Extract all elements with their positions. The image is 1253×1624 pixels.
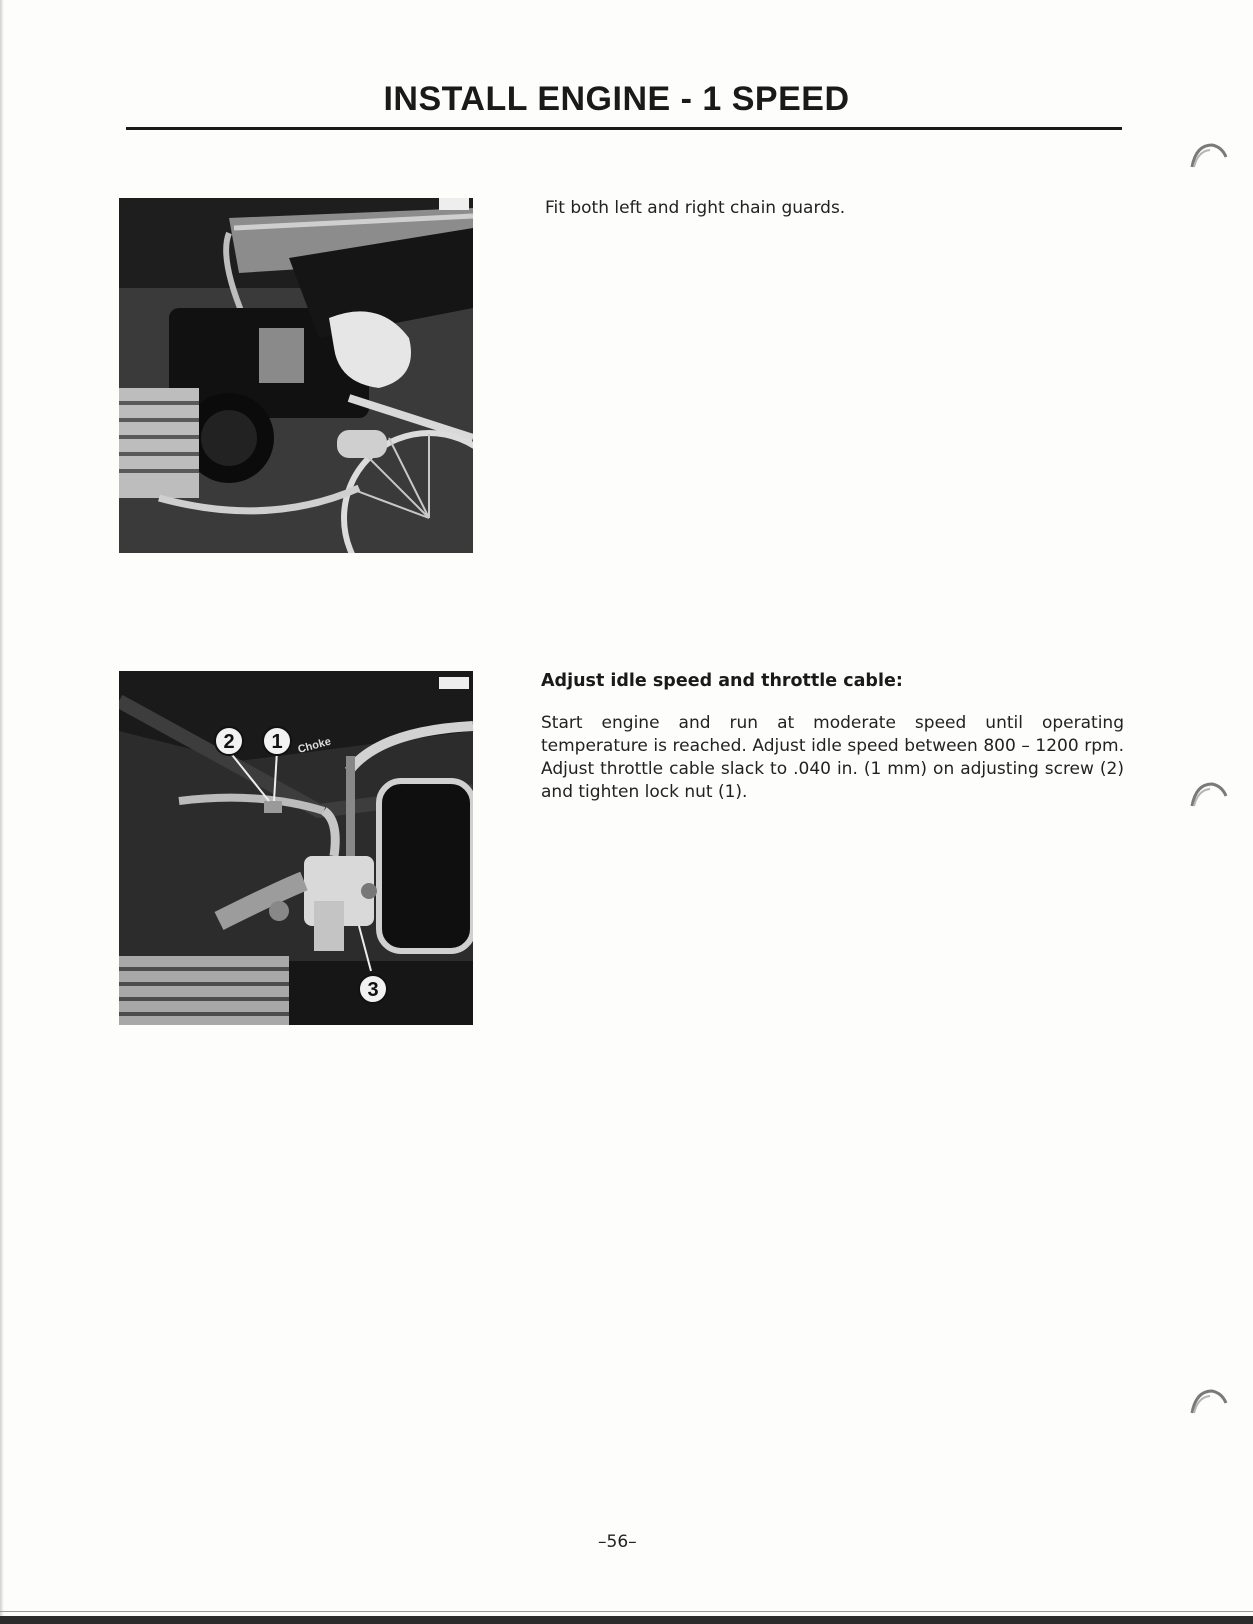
page-left-shadow: [0, 0, 4, 1624]
motorcycle-chain-guard-photo-icon: [119, 198, 473, 553]
carburetor-photo-icon: [119, 671, 473, 1025]
step1-instruction: Fit both left and right chain guards.: [545, 198, 846, 218]
callout-1: 1: [271, 731, 283, 753]
callout-3: 3: [367, 979, 379, 1001]
binding-hole-icon: [1188, 776, 1228, 816]
step2-heading: Adjust idle speed and throttle cable:: [541, 671, 903, 691]
scan-bottom-edge: [0, 1616, 1253, 1624]
callout-2: 2: [223, 731, 235, 753]
choke-label: Choke: [296, 735, 333, 756]
step2-instruction: Start engine and run at moderate speed until operating temperature is reached. Adjust idle speed between 800 – 1200 rpm. Adjust throttle cable slack to .040 in. (1 mm) on adjusting screw (2) and tighten lock nut (1).: [541, 713, 1124, 802]
page-title: INSTALL ENGINE - 1 SPEED: [383, 80, 850, 118]
carburetor-photo: [119, 671, 473, 1025]
page-number: –56–: [598, 1532, 637, 1552]
scan-edge-line: [0, 1611, 1253, 1612]
binding-hole-icon: [1188, 1383, 1228, 1423]
binding-hole-icon: [1188, 137, 1228, 177]
chain-guard-photo: [119, 198, 473, 553]
title-rule: [126, 127, 1122, 130]
